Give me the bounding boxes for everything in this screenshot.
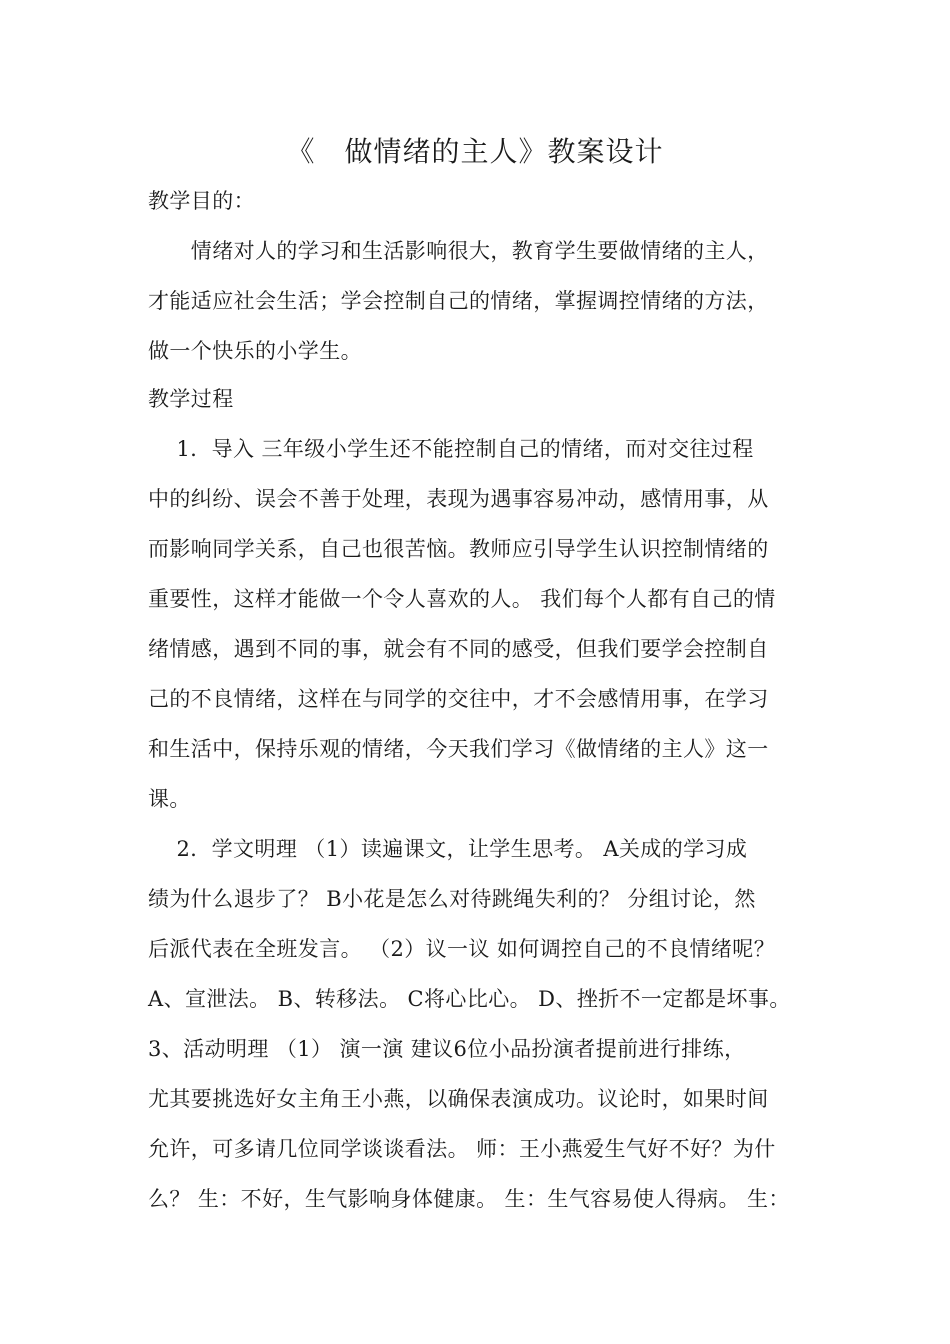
text-line: A、宣泄法。 B、转移法。 C将心比心。 D、挫折不一定都是坏事。 (148, 987, 791, 1011)
text-line: 绪情感，遇到不同的事，就会有不同的感受，但我们要学会控制自 (148, 637, 769, 661)
text-line: 才能适应社会生活；学会控制自己的情绪，掌握调控情绪的方法， (148, 289, 769, 313)
text-line: 尤其要挑选好女主角王小燕，以确保表演成功。议论时，如果时间 (148, 1087, 769, 1111)
text-line: 2．学文明理 （1）读遍课文，让学生思考。 A关成的学习成 (148, 837, 748, 861)
text-line: 情绪对人的学习和生活影响很大，教育学生要做情绪的主人， (148, 239, 769, 263)
text-line: 教学目的： (148, 189, 255, 213)
document-title: 《 做情绪的主人》教案设计 (286, 135, 664, 168)
text-line: 重要性，这样才能做一个令人喜欢的人。 我们每个人都有自己的情 (148, 587, 776, 611)
text-line: 绩为什么退步了？ B小花是怎么对待跳绳失利的？ 分组讨论，然 (148, 887, 756, 911)
text-line: 后派代表在全班发言。 （2）议一议 如何调控自己的不良情绪呢？ (148, 937, 776, 961)
section-heading: 教学过程 (148, 387, 234, 411)
text-line: 3、活动明理 （1） 演一演 建议6位小品扮演者提前进行排练， (148, 1037, 746, 1061)
text-line: 课。 (148, 787, 191, 811)
text-line: 己的不良情绪，这样在与同学的交往中，才不会感情用事，在学习 (148, 687, 769, 711)
text-line: 允许，可多请几位同学谈谈看法。 师：王小燕爱生气好不好？为什 (148, 1137, 776, 1161)
text-line: 中的纠纷、误会不善于处理，表现为遇事容易冲动，感情用事，从 (148, 487, 769, 511)
text-line: 和生活中，保持乐观的情绪，今天我们学习《做情绪的主人》这一 (148, 737, 769, 761)
text-line: 做一个快乐的小学生。 (148, 339, 362, 363)
text-line: 而影响同学关系，自己也很苦恼。教师应引导学生认识控制情绪的 (148, 537, 769, 561)
text-line: 么？ 生：不好，生气影响身体健康。 生：生气容易使人得病。 生： (148, 1187, 790, 1211)
text-line: 1．导入 三年级小学生还不能控制自己的情绪，而对交往过程 (148, 437, 754, 461)
